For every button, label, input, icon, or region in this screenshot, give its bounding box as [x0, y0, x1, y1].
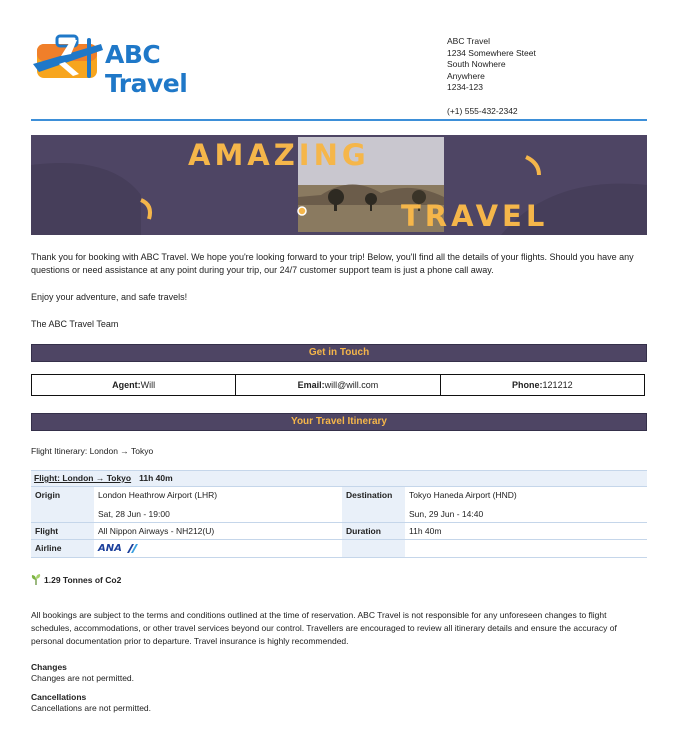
contact-table — [31, 374, 645, 396]
itinerary-title: Flight Itinerary: London → Tokyo — [31, 446, 154, 456]
empty-cell — [405, 540, 647, 558]
phone-cell — [441, 375, 644, 395]
duration-value: 11h 40m — [409, 526, 442, 536]
address-line: 1234-123 — [447, 82, 483, 92]
destination-label: Destination — [342, 487, 405, 523]
table-row — [31, 523, 647, 540]
destination-airport: Tokyo Haneda Airport (HND) — [409, 490, 517, 500]
co2-value: 1.29 Tonnes of Co2 — [44, 574, 122, 585]
section-title-itinerary: Your Travel Itinerary — [31, 413, 647, 431]
empty-cell — [342, 540, 405, 558]
duration-label: Duration — [342, 523, 405, 540]
flight-card — [31, 470, 647, 558]
airline-logo: ANA — [98, 543, 122, 554]
airline-label: Airline — [31, 540, 94, 558]
address-line: Anywhere — [447, 70, 485, 81]
airline-logo-cell — [94, 540, 342, 558]
address-line: ABC Travel — [447, 36, 490, 46]
intro-message — [31, 251, 647, 345]
brand-name: ABC Travel — [105, 40, 188, 98]
airline-stripes-icon — [124, 544, 138, 553]
origin-cell — [94, 487, 342, 523]
phone-value[interactable]: 121212 — [542, 380, 573, 390]
header-divider — [31, 119, 647, 121]
address-line: South Nowhere — [447, 59, 506, 69]
header — [31, 0, 647, 120]
intro-paragraph: Enjoy your adventure, and safe travels! — [31, 292, 188, 302]
company-phone: (+1) 555-432-2342 — [447, 105, 518, 116]
email-label: Email: — [297, 380, 325, 390]
cancellations-title: Cancellations — [31, 692, 87, 702]
email-cell — [236, 375, 440, 395]
agent-label: Agent: — [112, 380, 141, 390]
destination-time: Sun, 29 Jun - 14:40 — [409, 509, 484, 519]
changes-text: Changes are not permitted. — [31, 673, 135, 683]
cancellations-policy — [31, 692, 151, 714]
changes-title: Changes — [31, 662, 67, 672]
flight-duration: 11h 40m — [139, 473, 173, 483]
origin-time: Sat, 28 Jun - 19:00 — [98, 509, 170, 519]
destination-cell — [405, 487, 647, 523]
company-address — [447, 36, 536, 117]
brand-logo — [31, 30, 241, 98]
booking-confirmation — [31, 0, 647, 713]
flight-header — [31, 470, 647, 487]
flight-route-link[interactable]: Flight: London → Tokyo — [34, 473, 132, 483]
email-value[interactable]: will@will.com — [324, 380, 379, 390]
agent-cell — [32, 375, 236, 395]
signature: The ABC Travel Team — [31, 319, 119, 329]
section-title-contact: Get in Touch — [31, 344, 647, 362]
phone-label: Phone: — [512, 380, 543, 390]
table-row — [31, 540, 647, 558]
banner-word-amazing: AMAZING — [188, 138, 370, 172]
hero-banner — [31, 135, 647, 235]
origin-airport: London Heathrow Airport (LHR) — [98, 490, 218, 500]
co2-emissions — [31, 574, 121, 585]
cancellations-text: Cancellations are not permitted. — [31, 703, 152, 713]
terms-text: All bookings are subject to the terms and conditions outlined at the time of reservation. ABC Travel is not responsible for any unforeseen changes to flight schedules, accommodations, or other travel services beyond our control. Travellers are encouraged to review all itinerary details and ensure the accuracy of personal documentation prior to departure. Travel insurance is highly recommended. — [31, 610, 617, 646]
leaf-icon — [31, 574, 41, 585]
agent-value: Will — [140, 380, 156, 390]
flight-row-label: Flight — [31, 523, 94, 540]
suitcase-plane-icon — [31, 30, 105, 82]
origin-label: Origin — [31, 487, 94, 523]
table-row — [31, 487, 647, 523]
flight-details-table — [31, 487, 647, 558]
flight-value: All Nippon Airways - NH212(U) — [98, 526, 215, 536]
changes-policy — [31, 662, 134, 684]
address-line: 1234 Somewhere Steet — [447, 47, 536, 58]
intro-paragraph: Thank you for booking with ABC Travel. We hope you're looking forward to your trip! Below, you'll find all the details of your flights. Should you have any questions or need assistance at any point during your trip, our 24/7 customer support team is just a phone call away. — [31, 252, 634, 275]
banner-word-travel: TRAVEL — [401, 199, 549, 233]
